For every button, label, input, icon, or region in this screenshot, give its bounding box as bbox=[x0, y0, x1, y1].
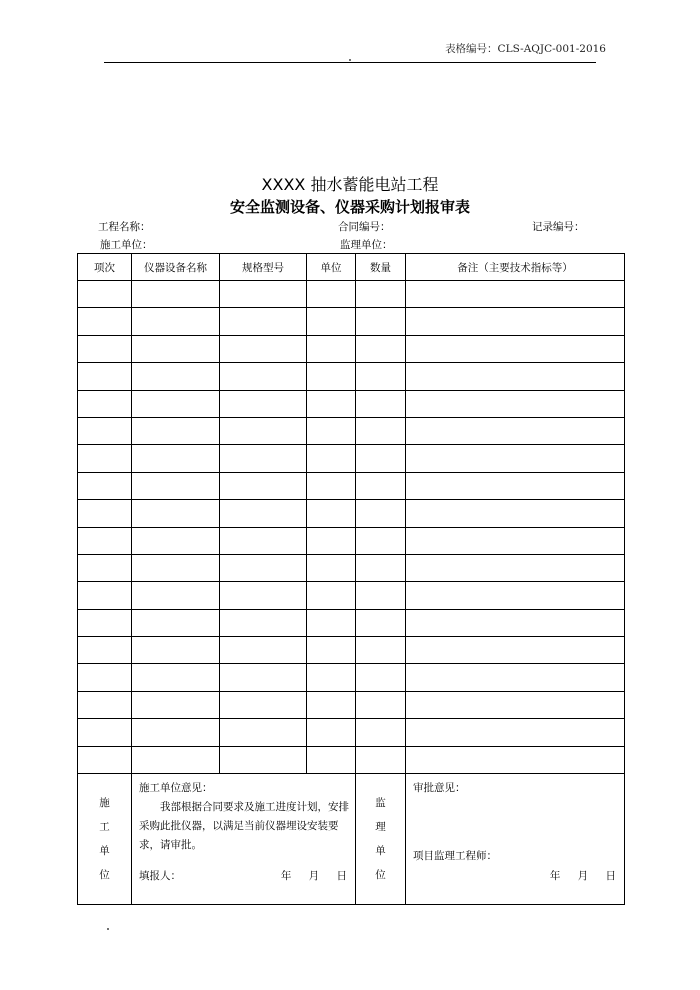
table-cell[interactable] bbox=[307, 582, 356, 609]
table-row bbox=[78, 445, 625, 472]
table-cell[interactable] bbox=[307, 445, 356, 472]
table-row bbox=[78, 637, 625, 664]
table-cell[interactable] bbox=[356, 335, 406, 362]
table-cell[interactable] bbox=[356, 746, 406, 773]
table-cell[interactable] bbox=[220, 445, 307, 472]
table-cell[interactable] bbox=[356, 527, 406, 554]
table-cell[interactable] bbox=[307, 664, 356, 691]
side-char: 单 bbox=[375, 845, 386, 858]
table-cell[interactable] bbox=[78, 500, 132, 527]
table-cell[interactable] bbox=[307, 500, 356, 527]
table-cell[interactable] bbox=[406, 664, 625, 691]
table-row bbox=[78, 719, 625, 746]
table-cell[interactable] bbox=[406, 609, 625, 636]
side-char: 位 bbox=[375, 869, 386, 882]
column-header: 数量 bbox=[356, 254, 406, 281]
table-cell[interactable] bbox=[406, 417, 625, 444]
construction-opinion-title: 施工单位意见： bbox=[139, 782, 213, 795]
table-cell[interactable] bbox=[78, 445, 132, 472]
supervision-unit-side-label bbox=[356, 774, 406, 905]
table-cell[interactable] bbox=[78, 417, 132, 444]
table-cell[interactable] bbox=[78, 664, 132, 691]
table-cell[interactable] bbox=[406, 308, 625, 335]
table-cell[interactable] bbox=[220, 609, 307, 636]
table-cell[interactable] bbox=[220, 335, 307, 362]
table-cell[interactable] bbox=[406, 582, 625, 609]
supervision-unit-label: 监理单位： bbox=[340, 239, 393, 251]
table-cell[interactable] bbox=[356, 609, 406, 636]
table-row bbox=[78, 363, 625, 390]
table-cell[interactable] bbox=[132, 281, 220, 308]
table-cell[interactable] bbox=[307, 527, 356, 554]
construction-opinion-text: 我部根据合同要求及施工进度计划，安排采购此批仪器，以满足当前仪器埋设安装要求，请审批。 bbox=[139, 801, 349, 852]
table-cell[interactable] bbox=[78, 363, 132, 390]
table-cell[interactable] bbox=[406, 500, 625, 527]
table-cell[interactable] bbox=[220, 417, 307, 444]
table-cell[interactable] bbox=[132, 691, 220, 718]
side-char: 监 bbox=[375, 797, 386, 810]
construction-date: 年 月 日 bbox=[280, 870, 347, 883]
table-cell[interactable] bbox=[307, 281, 356, 308]
table-row bbox=[78, 582, 625, 609]
table-cell[interactable] bbox=[356, 500, 406, 527]
table-cell[interactable] bbox=[132, 609, 220, 636]
table-cell[interactable] bbox=[132, 746, 220, 773]
table-cell[interactable] bbox=[356, 691, 406, 718]
construction-unit-side-label bbox=[78, 774, 132, 905]
construction-opinion-box[interactable] bbox=[132, 774, 356, 905]
table-cell[interactable] bbox=[356, 417, 406, 444]
table-cell[interactable] bbox=[78, 308, 132, 335]
header-dot bbox=[349, 59, 351, 61]
table-cell[interactable] bbox=[406, 281, 625, 308]
table-cell[interactable] bbox=[132, 500, 220, 527]
table-cell[interactable] bbox=[356, 281, 406, 308]
table-cell[interactable] bbox=[220, 500, 307, 527]
column-header: 备注（主要技术指标等） bbox=[406, 254, 625, 281]
table-cell[interactable] bbox=[307, 637, 356, 664]
table-cell[interactable] bbox=[78, 582, 132, 609]
table-row bbox=[78, 308, 625, 335]
table-cell[interactable] bbox=[356, 664, 406, 691]
record-no-label: 记录编号： bbox=[532, 221, 585, 233]
header-divider bbox=[104, 62, 596, 63]
side-char: 单 bbox=[99, 845, 110, 858]
table-row bbox=[78, 746, 625, 773]
table-cell[interactable] bbox=[406, 335, 625, 362]
table-cell[interactable] bbox=[132, 554, 220, 581]
table-cell[interactable] bbox=[220, 746, 307, 773]
table-cell[interactable] bbox=[307, 472, 356, 499]
table-cell[interactable] bbox=[356, 390, 406, 417]
filler-label: 填报人： bbox=[139, 870, 181, 883]
table-row bbox=[78, 390, 625, 417]
table-cell[interactable] bbox=[406, 691, 625, 718]
table-row bbox=[78, 527, 625, 554]
table-cell[interactable] bbox=[220, 554, 307, 581]
table-cell[interactable] bbox=[356, 582, 406, 609]
side-char: 理 bbox=[375, 821, 386, 834]
table-cell[interactable] bbox=[220, 637, 307, 664]
table-cell[interactable] bbox=[356, 472, 406, 499]
table-cell[interactable] bbox=[78, 281, 132, 308]
table-cell[interactable] bbox=[307, 417, 356, 444]
table-cell[interactable] bbox=[220, 363, 307, 390]
table-cell[interactable] bbox=[406, 390, 625, 417]
table-cell[interactable] bbox=[406, 527, 625, 554]
table-cell[interactable] bbox=[132, 472, 220, 499]
table-cell[interactable] bbox=[78, 637, 132, 664]
project-title: XXXX 抽水蓄能电站工程 bbox=[261, 175, 439, 194]
table-cell[interactable] bbox=[406, 746, 625, 773]
column-header: 规格型号 bbox=[220, 254, 307, 281]
table-row bbox=[78, 554, 625, 581]
procurement-table bbox=[77, 253, 625, 905]
supervision-engineer-label: 项目监理工程师： bbox=[413, 850, 497, 863]
table-cell[interactable] bbox=[406, 554, 625, 581]
table-row bbox=[78, 472, 625, 499]
table-row bbox=[78, 609, 625, 636]
side-char: 施 bbox=[99, 797, 110, 810]
table-cell[interactable] bbox=[78, 719, 132, 746]
opinion-row bbox=[78, 774, 625, 905]
table-cell[interactable] bbox=[78, 691, 132, 718]
table-cell[interactable] bbox=[78, 554, 132, 581]
project-name-label: 工程名称： bbox=[98, 221, 151, 233]
table-cell[interactable] bbox=[356, 445, 406, 472]
column-header: 仪器设备名称 bbox=[132, 254, 220, 281]
table-cell[interactable] bbox=[220, 664, 307, 691]
table-cell[interactable] bbox=[78, 335, 132, 362]
table-cell[interactable] bbox=[220, 527, 307, 554]
table-cell[interactable] bbox=[307, 390, 356, 417]
table-cell[interactable] bbox=[132, 719, 220, 746]
table-cell[interactable] bbox=[307, 363, 356, 390]
table-cell[interactable] bbox=[406, 445, 625, 472]
table-cell[interactable] bbox=[307, 691, 356, 718]
table-cell[interactable] bbox=[220, 472, 307, 499]
form-title: 安全监测设备、仪器采购计划报审表 bbox=[229, 198, 470, 216]
contract-no-label: 合同编号： bbox=[338, 221, 391, 233]
table-cell[interactable] bbox=[406, 719, 625, 746]
table-row bbox=[78, 500, 625, 527]
table-cell[interactable] bbox=[406, 472, 625, 499]
column-header: 项次 bbox=[78, 254, 132, 281]
table-cell[interactable] bbox=[220, 390, 307, 417]
table-cell[interactable] bbox=[356, 308, 406, 335]
table-row bbox=[78, 691, 625, 718]
column-header: 单位 bbox=[307, 254, 356, 281]
supervision-opinion-box[interactable] bbox=[406, 774, 625, 905]
construction-unit-label: 施工单位： bbox=[100, 239, 153, 251]
table-cell[interactable] bbox=[132, 390, 220, 417]
table-cell[interactable] bbox=[78, 527, 132, 554]
side-char: 位 bbox=[99, 869, 110, 882]
side-char: 工 bbox=[99, 821, 110, 834]
table-cell[interactable] bbox=[78, 472, 132, 499]
table-cell[interactable] bbox=[132, 664, 220, 691]
table-cell[interactable] bbox=[132, 308, 220, 335]
table-cell[interactable] bbox=[132, 335, 220, 362]
table-cell[interactable] bbox=[220, 281, 307, 308]
table-cell[interactable] bbox=[220, 691, 307, 718]
table-header-row bbox=[78, 254, 625, 281]
table-cell[interactable] bbox=[220, 308, 307, 335]
table-cell[interactable] bbox=[356, 637, 406, 664]
table-cell[interactable] bbox=[132, 417, 220, 444]
table-cell[interactable] bbox=[307, 335, 356, 362]
table-cell[interactable] bbox=[78, 390, 132, 417]
table-row bbox=[78, 335, 625, 362]
supervision-date: 年 月 日 bbox=[549, 870, 616, 883]
table-cell[interactable] bbox=[132, 637, 220, 664]
table-cell[interactable] bbox=[406, 363, 625, 390]
table-cell[interactable] bbox=[307, 554, 356, 581]
table-cell[interactable] bbox=[307, 719, 356, 746]
table-cell[interactable] bbox=[132, 527, 220, 554]
table-cell[interactable] bbox=[78, 609, 132, 636]
form-code: 表格编号：CLS-AQJC-001-2016 bbox=[445, 43, 606, 55]
table-cell[interactable] bbox=[132, 445, 220, 472]
table-cell[interactable] bbox=[132, 582, 220, 609]
table-cell[interactable] bbox=[132, 363, 220, 390]
table-row bbox=[78, 417, 625, 444]
approval-opinion-title: 审批意见： bbox=[413, 782, 466, 795]
table-cell[interactable] bbox=[307, 746, 356, 773]
table-cell[interactable] bbox=[220, 582, 307, 609]
table-cell[interactable] bbox=[356, 719, 406, 746]
table-cell[interactable] bbox=[406, 637, 625, 664]
table-cell[interactable] bbox=[220, 719, 307, 746]
table-cell[interactable] bbox=[78, 746, 132, 773]
table-cell[interactable] bbox=[356, 363, 406, 390]
table-row bbox=[78, 281, 625, 308]
table-cell[interactable] bbox=[307, 609, 356, 636]
table-row bbox=[78, 664, 625, 691]
table-cell[interactable] bbox=[307, 308, 356, 335]
table-cell[interactable] bbox=[356, 554, 406, 581]
footer-dot bbox=[107, 928, 109, 930]
